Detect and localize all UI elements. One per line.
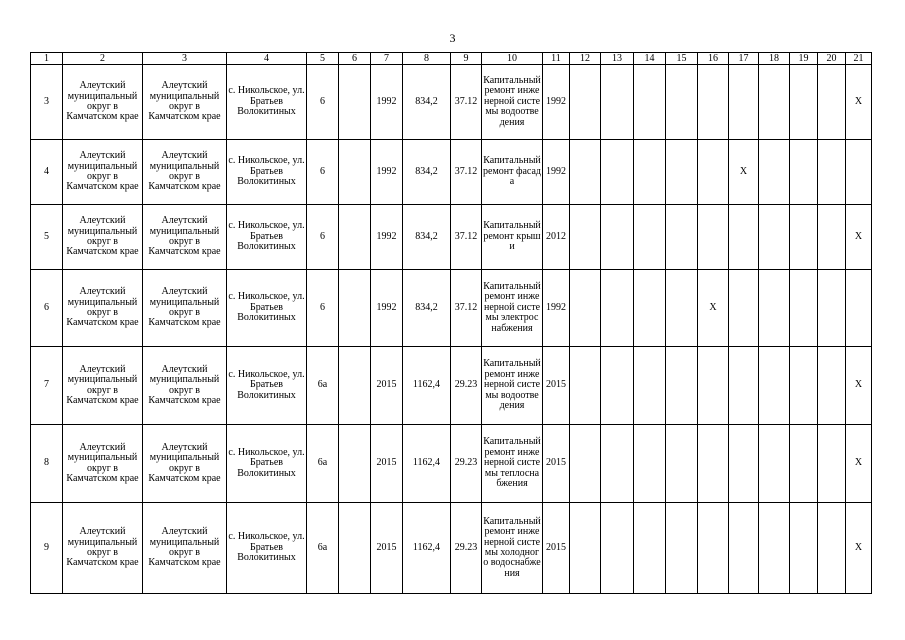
- cell-work-type: Капитальный ремонт инженерной системы холодного водоснабжения: [482, 503, 543, 594]
- cell-year-built: 2015: [371, 503, 403, 594]
- table-row: [31, 65, 872, 140]
- cell-work-type: Капитальный ремонт инженерной системы теплоснабжения: [482, 425, 543, 503]
- cell-col-12: [570, 270, 601, 347]
- cell-col-20: [818, 347, 846, 425]
- cell-area: 834,2: [403, 65, 451, 140]
- header-cell: 9: [451, 53, 482, 65]
- page-number: 3: [449, 31, 456, 45]
- cell-col-21: X: [846, 205, 872, 270]
- cell-building: [339, 347, 371, 425]
- cell-col-17: [729, 205, 759, 270]
- cell-address: с. Никольское, ул. Братьев Волокитиных: [227, 425, 307, 503]
- cell-row-number: 9: [31, 503, 63, 594]
- header-cell: 5: [307, 53, 339, 65]
- cell-col-12: [570, 205, 601, 270]
- cell-col-15: [666, 205, 698, 270]
- cell-col-16: [698, 347, 729, 425]
- cell-col-19: [790, 140, 818, 205]
- capital-repair-table: [30, 52, 872, 594]
- cell-row-number: 3: [31, 65, 63, 140]
- cell-year-last-repair: 1992: [543, 140, 570, 205]
- table-row: [31, 140, 872, 205]
- cell-year-built: 1992: [371, 270, 403, 347]
- cell-building: [339, 140, 371, 205]
- cell-col-14: [634, 347, 666, 425]
- cell-year-last-repair: 2015: [543, 503, 570, 594]
- cell-address: с. Никольское, ул. Братьев Волокитиных: [227, 347, 307, 425]
- cell-house-number: 6а: [307, 425, 339, 503]
- cell-col-20: [818, 270, 846, 347]
- cell-wear: 37.12: [451, 270, 482, 347]
- cell-address: с. Никольское, ул. Братьев Волокитиных: [227, 270, 307, 347]
- cell-municipality: Алеутский муниципальный округ в Камчатском крае: [63, 503, 143, 594]
- cell-col-15: [666, 270, 698, 347]
- table-row: [31, 205, 872, 270]
- cell-municipal-entity: Алеутский муниципальный округ в Камчатском крае: [143, 270, 227, 347]
- cell-building: [339, 425, 371, 503]
- cell-col-20: [818, 205, 846, 270]
- cell-col-12: [570, 347, 601, 425]
- cell-year-last-repair: 2015: [543, 347, 570, 425]
- cell-row-number: 7: [31, 347, 63, 425]
- table-row: [31, 270, 872, 347]
- cell-municipal-entity: Алеутский муниципальный округ в Камчатском крае: [143, 425, 227, 503]
- cell-house-number: 6а: [307, 503, 339, 594]
- cell-address: с. Никольское, ул. Братьев Волокитиных: [227, 140, 307, 205]
- cell-municipality: Алеутский муниципальный округ в Камчатском крае: [63, 270, 143, 347]
- cell-address: с. Никольское, ул. Братьев Волокитиных: [227, 65, 307, 140]
- header-cell: 8: [403, 53, 451, 65]
- cell-work-type: Капитальный ремонт крыши: [482, 205, 543, 270]
- header-cell: 2: [63, 53, 143, 65]
- cell-municipality: Алеутский муниципальный округ в Камчатском крае: [63, 425, 143, 503]
- cell-col-15: [666, 425, 698, 503]
- cell-col-19: [790, 425, 818, 503]
- header-cell: 17: [729, 53, 759, 65]
- cell-area: 1162,4: [403, 347, 451, 425]
- header-cell: 14: [634, 53, 666, 65]
- cell-col-18: [759, 503, 790, 594]
- cell-building: [339, 205, 371, 270]
- header-cell: 10: [482, 53, 543, 65]
- cell-col-18: [759, 205, 790, 270]
- cell-year-built: 2015: [371, 425, 403, 503]
- cell-col-12: [570, 140, 601, 205]
- cell-municipality: Алеутский муниципальный округ в Камчатском крае: [63, 347, 143, 425]
- cell-col-16: [698, 205, 729, 270]
- cell-col-18: [759, 140, 790, 205]
- cell-municipal-entity: Алеутский муниципальный округ в Камчатском крае: [143, 503, 227, 594]
- cell-col-16: X: [698, 270, 729, 347]
- cell-municipality: Алеутский муниципальный округ в Камчатском крае: [63, 140, 143, 205]
- cell-col-17: [729, 425, 759, 503]
- cell-col-19: [790, 65, 818, 140]
- cell-col-13: [601, 347, 634, 425]
- cell-col-16: [698, 140, 729, 205]
- cell-col-17: [729, 503, 759, 594]
- header-cell: 19: [790, 53, 818, 65]
- column-number-row: [31, 53, 872, 65]
- cell-work-type: Капитальный ремонт инженерной системы водоотведения: [482, 347, 543, 425]
- cell-row-number: 4: [31, 140, 63, 205]
- cell-col-13: [601, 425, 634, 503]
- cell-municipality: Алеутский муниципальный округ в Камчатском крае: [63, 205, 143, 270]
- cell-col-21: X: [846, 503, 872, 594]
- cell-row-number: 5: [31, 205, 63, 270]
- cell-col-12: [570, 65, 601, 140]
- cell-municipal-entity: Алеутский муниципальный округ в Камчатском крае: [143, 65, 227, 140]
- cell-col-21: X: [846, 65, 872, 140]
- cell-col-18: [759, 347, 790, 425]
- cell-area: 834,2: [403, 140, 451, 205]
- cell-col-19: [790, 347, 818, 425]
- cell-area: 1162,4: [403, 503, 451, 594]
- cell-col-20: [818, 503, 846, 594]
- cell-year-built: 1992: [371, 65, 403, 140]
- cell-col-13: [601, 140, 634, 205]
- cell-row-number: 6: [31, 270, 63, 347]
- cell-year-last-repair: 1992: [543, 65, 570, 140]
- cell-address: с. Никольское, ул. Братьев Волокитиных: [227, 503, 307, 594]
- header-cell: 1: [31, 53, 63, 65]
- cell-col-13: [601, 270, 634, 347]
- header-cell: 20: [818, 53, 846, 65]
- cell-col-18: [759, 425, 790, 503]
- cell-col-21: [846, 270, 872, 347]
- header-cell: 7: [371, 53, 403, 65]
- header-cell: 16: [698, 53, 729, 65]
- cell-col-21: [846, 140, 872, 205]
- cell-col-12: [570, 503, 601, 594]
- cell-municipal-entity: Алеутский муниципальный округ в Камчатском крае: [143, 347, 227, 425]
- cell-col-16: [698, 65, 729, 140]
- cell-col-16: [698, 425, 729, 503]
- cell-col-21: X: [846, 347, 872, 425]
- cell-col-15: [666, 503, 698, 594]
- header-cell: 18: [759, 53, 790, 65]
- cell-work-type: Капитальный ремонт фасада: [482, 140, 543, 205]
- table-body: [31, 65, 872, 594]
- cell-col-14: [634, 503, 666, 594]
- header-cell: 15: [666, 53, 698, 65]
- cell-col-14: [634, 140, 666, 205]
- table-row: [31, 425, 872, 503]
- cell-col-18: [759, 65, 790, 140]
- cell-col-15: [666, 140, 698, 205]
- cell-col-17: X: [729, 140, 759, 205]
- table-row: [31, 347, 872, 425]
- cell-house-number: 6а: [307, 347, 339, 425]
- header-cell: 13: [601, 53, 634, 65]
- cell-col-20: [818, 425, 846, 503]
- cell-area: 1162,4: [403, 425, 451, 503]
- cell-municipal-entity: Алеутский муниципальный округ в Камчатском крае: [143, 205, 227, 270]
- cell-col-12: [570, 425, 601, 503]
- cell-area: 834,2: [403, 270, 451, 347]
- cell-address: с. Никольское, ул. Братьев Волокитиных: [227, 205, 307, 270]
- header-cell: 6: [339, 53, 371, 65]
- cell-year-last-repair: 2012: [543, 205, 570, 270]
- cell-wear: 29.23: [451, 503, 482, 594]
- cell-col-13: [601, 205, 634, 270]
- header-cell: 3: [143, 53, 227, 65]
- cell-col-15: [666, 347, 698, 425]
- cell-building: [339, 503, 371, 594]
- cell-col-14: [634, 425, 666, 503]
- cell-col-19: [790, 503, 818, 594]
- cell-municipality: Алеутский муниципальный округ в Камчатском крае: [63, 65, 143, 140]
- cell-col-20: [818, 65, 846, 140]
- cell-col-13: [601, 65, 634, 140]
- cell-wear: 37.12: [451, 205, 482, 270]
- cell-year-last-repair: 2015: [543, 425, 570, 503]
- cell-col-17: [729, 65, 759, 140]
- table-row: [31, 503, 872, 594]
- cell-col-20: [818, 140, 846, 205]
- cell-col-15: [666, 65, 698, 140]
- cell-col-16: [698, 503, 729, 594]
- cell-house-number: 6: [307, 270, 339, 347]
- cell-wear: 29.23: [451, 425, 482, 503]
- cell-col-14: [634, 270, 666, 347]
- cell-wear: 29.23: [451, 347, 482, 425]
- cell-year-last-repair: 1992: [543, 270, 570, 347]
- cell-row-number: 8: [31, 425, 63, 503]
- header-cell: 11: [543, 53, 570, 65]
- cell-building: [339, 270, 371, 347]
- header-cell: 4: [227, 53, 307, 65]
- cell-house-number: 6: [307, 205, 339, 270]
- cell-wear: 37.12: [451, 65, 482, 140]
- cell-house-number: 6: [307, 65, 339, 140]
- cell-col-13: [601, 503, 634, 594]
- cell-col-14: [634, 65, 666, 140]
- cell-year-built: 1992: [371, 205, 403, 270]
- cell-house-number: 6: [307, 140, 339, 205]
- cell-col-19: [790, 205, 818, 270]
- cell-building: [339, 65, 371, 140]
- cell-col-17: [729, 347, 759, 425]
- cell-municipal-entity: Алеутский муниципальный округ в Камчатском крае: [143, 140, 227, 205]
- cell-year-built: 1992: [371, 140, 403, 205]
- cell-col-17: [729, 270, 759, 347]
- cell-work-type: Капитальный ремонт инженерной системы водоотведения: [482, 65, 543, 140]
- header-cell: 12: [570, 53, 601, 65]
- cell-col-19: [790, 270, 818, 347]
- cell-col-18: [759, 270, 790, 347]
- cell-work-type: Капитальный ремонт инженерной системы электроснабжения: [482, 270, 543, 347]
- cell-col-14: [634, 205, 666, 270]
- cell-year-built: 2015: [371, 347, 403, 425]
- cell-wear: 37.12: [451, 140, 482, 205]
- header-cell: 21: [846, 53, 872, 65]
- cell-area: 834,2: [403, 205, 451, 270]
- cell-col-21: X: [846, 425, 872, 503]
